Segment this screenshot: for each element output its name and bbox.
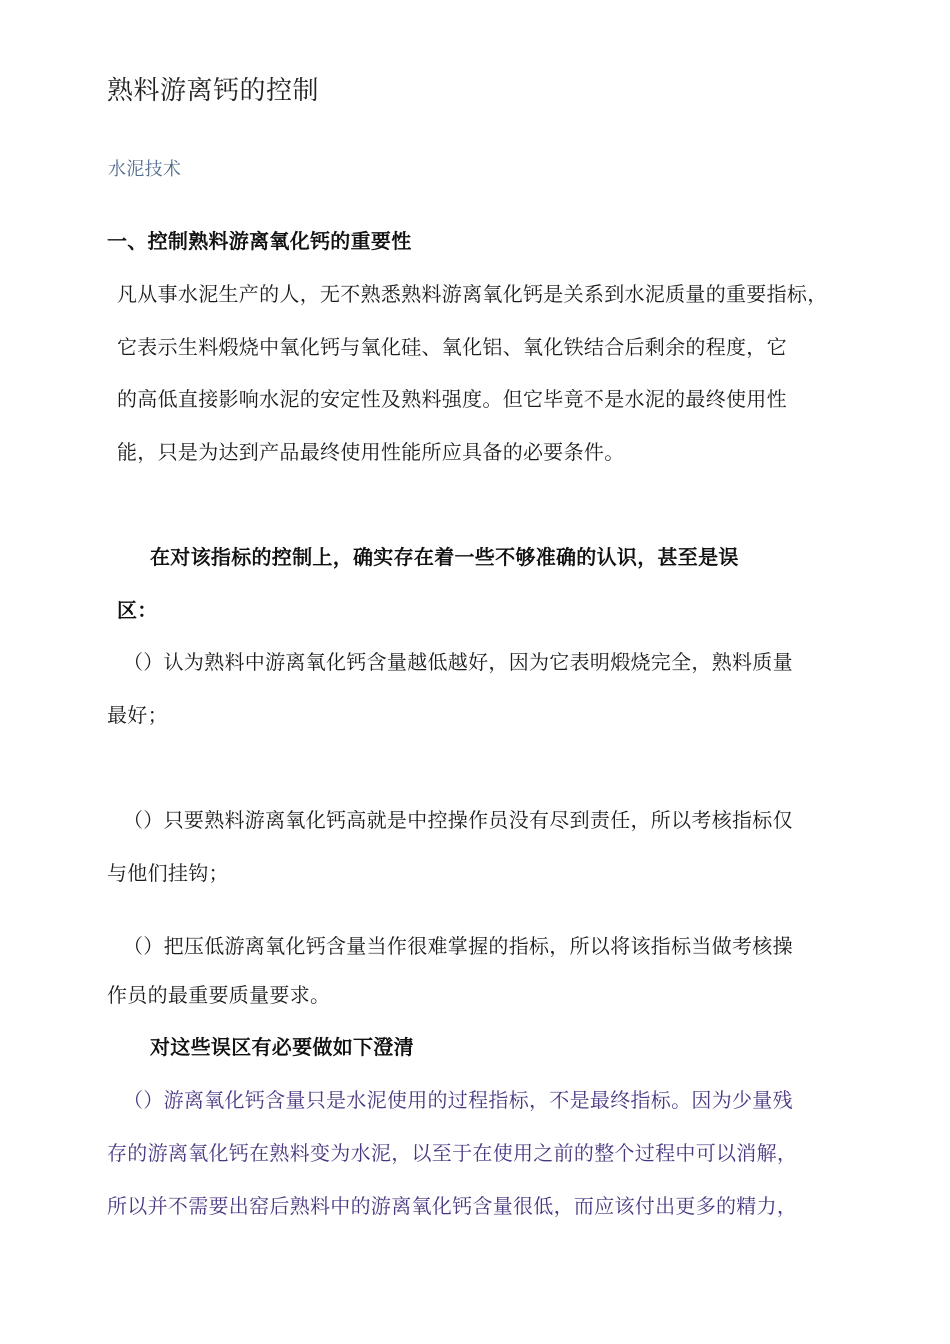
clarify-heading: 对这些误区有必要做如下澄清 [150,1035,414,1059]
section-heading: 一、控制熟料游离氧化钙的重要性 [107,229,412,253]
paragraph-line: 的高低直接影响水泥的安定性及熟料强度。但它毕竟不是水泥的最终使用性 [117,387,787,411]
misconception-intro-line: 在对该指标的控制上，确实存在着一些不够准确的认识，甚至是误 [150,545,739,569]
paragraph-line: 它表示生料煅烧中氧化钙与氧化硅、氧化铝、氧化铁结合后剩余的程度，它 [117,335,787,359]
list-item-line: 与他们挂钩； [107,861,229,885]
list-item-line: 作员的最重要质量要求。 [107,983,331,1007]
category-link[interactable]: 水泥技术 [108,159,182,180]
clarify-line: 所以并不需要出窑后熟料中的游离氧化钙含量很低，而应该付出更多的精力， [107,1194,798,1218]
page-title: 熟料游离钙的控制 [107,76,320,106]
clarify-line: （）游离氧化钙含量只是水泥使用的过程指标，不是最终指标。因为少量残 [123,1088,793,1112]
list-item-line: （）只要熟料游离氧化钙高就是中控操作员没有尽到责任，所以考核指标仅 [123,808,793,832]
list-item-line: 最好； [107,703,168,727]
list-item-line: （）认为熟料中游离氧化钙含量越低越好，因为它表明煅烧完全，熟料质量 [123,650,793,674]
paragraph-line: 凡从事水泥生产的人，无不熟悉熟料游离氧化钙是关系到水泥质量的重要指标， [117,282,828,306]
misconception-intro-line: 区： [117,598,158,622]
clarify-line: 存的游离氧化钙在熟料变为水泥，以至于在使用之前的整个过程中可以消解， [107,1141,798,1165]
paragraph-line: 能，只是为达到产品最终使用性能所应具备的必要条件。 [117,440,625,464]
list-item-line: （）把压低游离氧化钙含量当作很难掌握的指标，所以将该指标当做考核操 [123,934,793,958]
